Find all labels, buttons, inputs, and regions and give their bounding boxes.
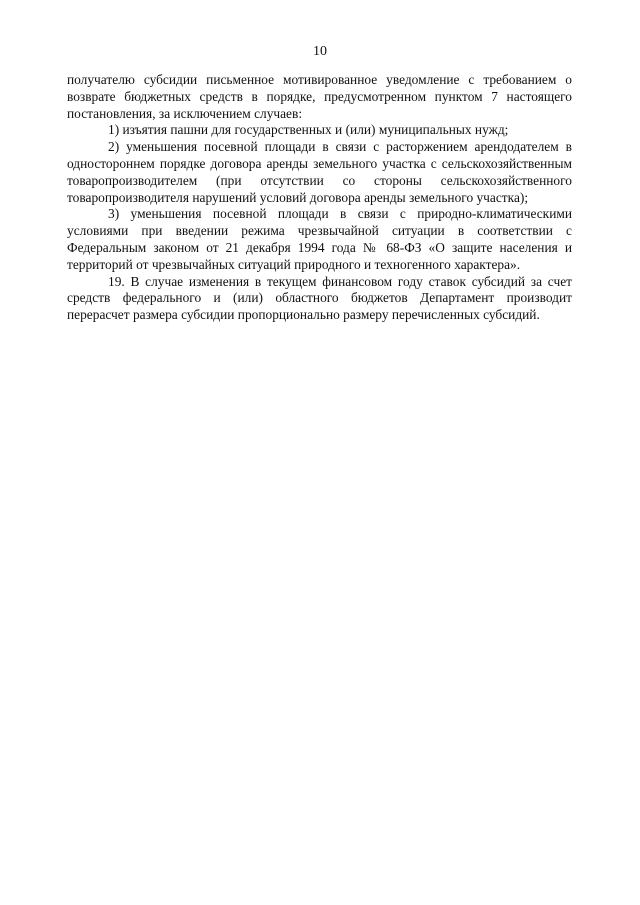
document-body [67,72,572,324]
paragraph-item-2: 2) уменьшения посевной площади в связи с расторжением арендодателем в одностороннем порядке договора аренды земельного участка с сельскохозяйственным товаропроизводителем (при отсутствии со стороны сельскохозяйственного товаропроизводителя нарушений условий договора аренды земельного участка); [67,139,572,205]
page-number: 10 [313,44,327,59]
paragraph-clause-19: 19. В случае изменения в текущем финансовом году ставок субсидий за счет средств федерального и (или) областного бюджетов Департамент производит перерасчет размера субсидии пропорционально размеру перечисленных субсидий. [67,273,572,323]
paragraph-item-3: 3) уменьшения посевной площади в связи с природно-климатическими условиями при введении режима чрезвычайной ситуации в соответствии с Федеральным законом от 21 декабря 1994 года № 68-ФЗ «О защите населения и территорий от чрезвычайных ситуаций природного и техногенного характера». [67,206,572,272]
paragraph-intro: получателю субсидии письменное мотивированное уведомление с требованием о возврате бюджетных средств в порядке, предусмотренном пунктом 7 настоящего постановления, за исключением случаев: [67,72,572,121]
paragraph-item-1: 1) изъятия пашни для государственных и (или) муниципальных нужд; [108,122,509,138]
